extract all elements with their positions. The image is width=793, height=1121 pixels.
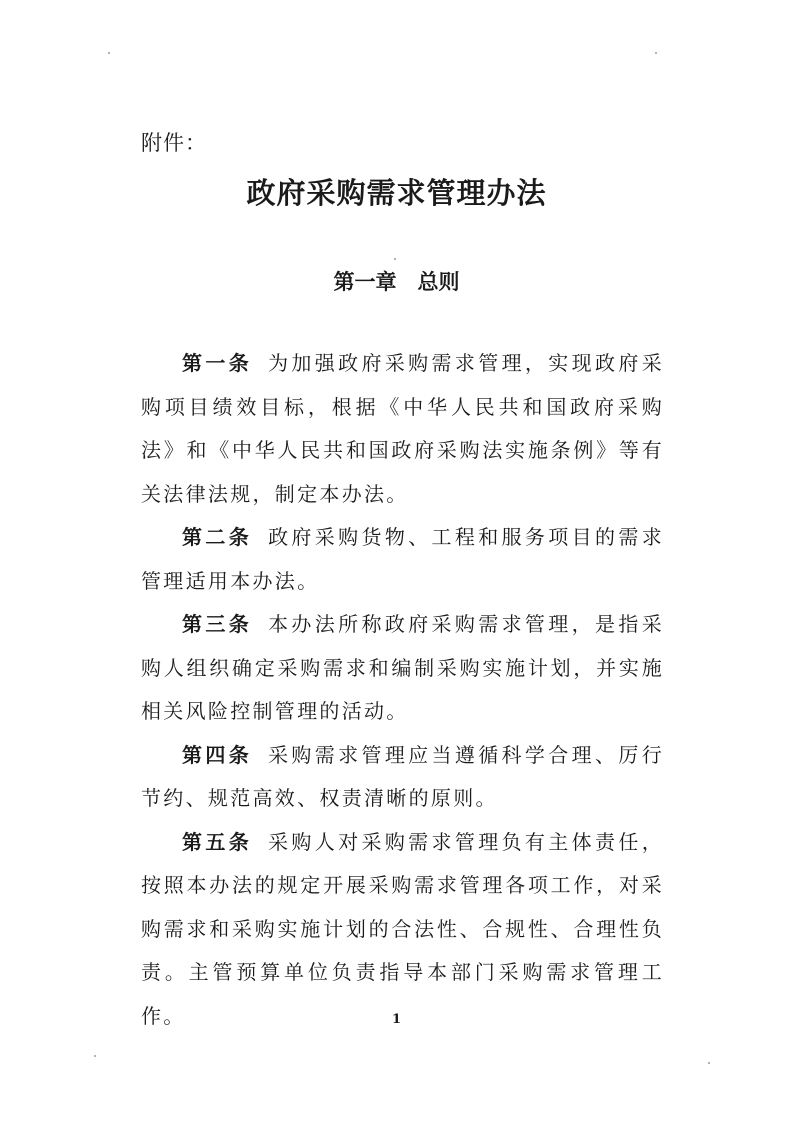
scan-speck [708,1062,710,1064]
article-label: 第五条 [182,829,253,854]
article-3 [141,603,664,734]
article-2 [141,516,664,603]
article-label: 第四条 [182,742,253,767]
chapter-heading: 第一章 总则 [333,270,460,294]
document-title: 政府采购需求管理办法 [246,176,547,210]
scan-speck [394,258,396,260]
article-1 [141,342,664,516]
article-label: 第三条 [182,612,253,636]
scan-speck [94,1055,96,1057]
page-number: 1 [391,1012,402,1027]
article-label: 第一条 [182,351,253,375]
article-4 [141,734,664,821]
article-text: 本办法所称政府采购需求管理，是指采购人组织确定采购需求和编制采购实施计划，并实施相关风险控制管理的活动。 [141,612,664,723]
article-text: 为加强政府采购需求管理，实现政府采购项目绩效目标，根据《中华人民共和国政府采购法》和《中华人民共和国政府采购法实施条例》等有关法律法规，制定本办法。 [141,351,664,506]
article-text: 政府采购货物、工程和服务项目的需求管理适用本办法。 [141,525,664,593]
scan-speck [655,52,657,54]
article-list [141,342,664,1038]
article-label: 第二条 [182,525,253,549]
article-text: 采购需求管理应当遵循科学合理、厉行节约、规范高效、权责清晰的原则。 [141,742,664,810]
article-text: 采购人对采购需求管理负有主体责任，按照本办法的规定开展采购需求管理各项工作，对采购需求和采购实施计划的合法性、合规性、合理性负责。主管预算单位负责指导本部门采购需求管理工作。 [141,829,664,1028]
scan-speck [108,52,110,54]
article-5 [141,821,664,1039]
attachment-label: 附件： [141,131,207,155]
